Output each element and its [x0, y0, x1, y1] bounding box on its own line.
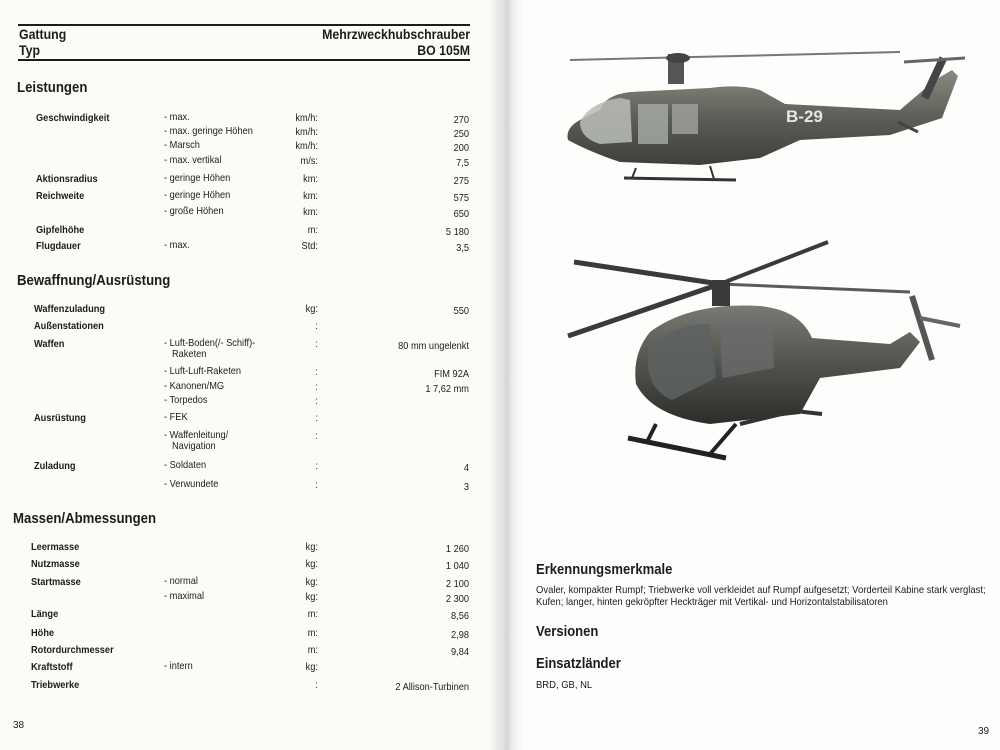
versionen-title: Versionen	[536, 624, 599, 640]
row-sublabel: - max. vertikal	[164, 154, 222, 166]
row-sublabel: - geringe Höhen	[164, 172, 231, 184]
row-label: Länge	[31, 608, 59, 620]
row-value: 2 Allison-Turbinen	[395, 681, 469, 693]
row-sublabel: - FEK	[164, 411, 188, 423]
row-label: Gipfelhöhe	[36, 224, 85, 236]
row-unit: :	[315, 320, 318, 332]
einsatz-title: Einsatzländer	[536, 656, 621, 672]
row-unit: kg:	[305, 661, 318, 673]
row-value: FIM 92A	[434, 368, 469, 380]
row-unit: kg:	[305, 591, 318, 603]
row-sublabel: - intern	[164, 660, 193, 672]
row-label: Zuladung	[34, 460, 76, 472]
row-sublabel: - max. geringe Höhen	[164, 125, 253, 137]
row-value: 575	[453, 192, 469, 204]
row-unit: :	[315, 395, 318, 407]
row-sublabel-continued: Raketen	[172, 348, 207, 360]
header-typ-label: Typ	[19, 42, 40, 58]
section-leistungen-title: Leistungen	[17, 79, 88, 96]
row-value: 275	[453, 175, 469, 187]
row-label: Höhe	[31, 627, 55, 639]
row-value: 250	[453, 128, 469, 140]
row-unit: kg:	[305, 558, 318, 570]
helicopter-front-view-image	[560, 228, 980, 468]
section-massen-title: Massen/Abmessungen	[13, 510, 157, 527]
row-unit: km/h:	[295, 140, 318, 152]
row-value: 8,56	[451, 610, 469, 622]
row-unit: :	[315, 412, 318, 424]
row-label: Reichweite	[36, 190, 85, 202]
row-sublabel: - maximal	[164, 590, 205, 602]
row-unit: km:	[303, 190, 318, 202]
right-page	[500, 0, 1000, 750]
row-sublabel-continued: Navigation	[172, 440, 216, 452]
row-unit: :	[315, 338, 318, 350]
row-label: Rotordurchmesser	[31, 644, 114, 656]
row-sublabel: - Marsch	[164, 139, 200, 151]
row-unit: kg:	[305, 303, 318, 315]
row-label: Waffenzuladung	[34, 303, 106, 315]
header-gattung-value: Mehrzweckhubschrauber	[322, 26, 470, 42]
row-unit: m:	[307, 224, 318, 236]
row-label: Ausrüstung	[34, 412, 86, 424]
row-value: 2 100	[445, 578, 469, 590]
row-label: Außenstationen	[34, 320, 104, 332]
row-value: 3	[463, 481, 469, 493]
row-label: Flugdauer	[36, 240, 81, 252]
einsatz-text: BRD, GB, NL	[536, 679, 593, 691]
row-value: 3,5	[456, 242, 469, 254]
row-value: 2,98	[451, 629, 469, 641]
row-value: 9,84	[451, 646, 469, 658]
row-unit: km/h:	[295, 126, 318, 138]
row-unit: :	[315, 366, 318, 378]
row-unit: :	[315, 430, 318, 442]
row-label: Leermasse	[31, 541, 80, 553]
row-sublabel: - max.	[164, 239, 190, 251]
row-label: Triebwerke	[31, 679, 80, 691]
row-label: Aktionsradius	[36, 173, 98, 185]
row-value: 2 300	[445, 593, 469, 605]
header-gattung-label: Gattung	[19, 26, 67, 42]
row-unit: :	[315, 381, 318, 393]
row-unit: kg:	[305, 576, 318, 588]
row-unit: :	[315, 679, 318, 691]
row-sublabel: - große Höhen	[164, 205, 224, 217]
section-bewaffnung-title: Bewaffnung/Ausrüstung	[17, 272, 171, 289]
row-value: 7,5	[456, 157, 469, 169]
row-sublabel: - Kanonen/MG	[164, 380, 225, 392]
row-sublabel: - Verwundete	[164, 478, 219, 490]
row-sublabel: - normal	[164, 575, 198, 587]
row-value: 4	[463, 462, 469, 474]
row-value: 80 mm ungelenkt	[398, 340, 469, 352]
row-unit: km:	[303, 206, 318, 218]
row-unit: km/h:	[295, 112, 318, 124]
row-sublabel: - Luft-Luft-Raketen	[164, 365, 242, 377]
row-label: Waffen	[34, 338, 65, 350]
row-sublabel: - Waffenleitung/	[164, 429, 229, 441]
row-sublabel: - geringe Höhen	[164, 189, 231, 201]
row-unit: m:	[307, 608, 318, 620]
row-label: Kraftstoff	[31, 661, 73, 673]
book-gutter-shadow	[488, 0, 524, 750]
row-sublabel: - max.	[164, 111, 190, 123]
row-unit: m/s:	[300, 155, 318, 167]
row-unit: :	[315, 479, 318, 491]
header-typ-value: BO 105M	[417, 42, 470, 58]
row-unit: m:	[307, 644, 318, 656]
row-unit: kg:	[305, 541, 318, 553]
row-value: 1 7,62 mm	[425, 383, 469, 395]
row-value: 550	[453, 305, 469, 317]
row-sublabel: - Luft-Boden(/- Schiff)-	[164, 337, 256, 349]
row-unit: km:	[303, 173, 318, 185]
fuselage-marking: B-29	[786, 107, 823, 126]
row-label: Nutzmasse	[31, 558, 80, 570]
row-sublabel: - Torpedos	[164, 394, 208, 406]
header-top-rule	[18, 24, 470, 26]
row-label: Startmasse	[31, 576, 81, 588]
row-unit: :	[315, 460, 318, 472]
row-value: 5 180	[445, 226, 469, 238]
erkennung-text: Ovaler, kompakter Rumpf; Triebwerke voll verkleidet auf Rumpf aufgesetzt; Vorderteil Kabine stark verglast; Kufen; langer, hinten gekröpfter Heckträger mit Vertikal- und Horizontalstabilisatoren	[536, 584, 986, 608]
page-number-left: 38	[13, 720, 25, 731]
row-value: 1 040	[445, 560, 469, 572]
erkennung-title: Erkennungsmerkmale	[536, 562, 673, 578]
page-number-right: 39	[978, 726, 990, 737]
row-label: Geschwindigkeit	[36, 112, 110, 124]
row-value: 650	[453, 208, 469, 220]
row-sublabel: - Soldaten	[164, 459, 207, 471]
row-unit: Std:	[301, 240, 318, 252]
row-value: 270	[453, 114, 469, 126]
row-value: 200	[453, 142, 469, 154]
header-bottom-rule	[18, 59, 470, 61]
row-value: 1 260	[445, 543, 469, 555]
row-unit: m:	[307, 627, 318, 639]
helicopter-side-view-image	[560, 40, 980, 200]
